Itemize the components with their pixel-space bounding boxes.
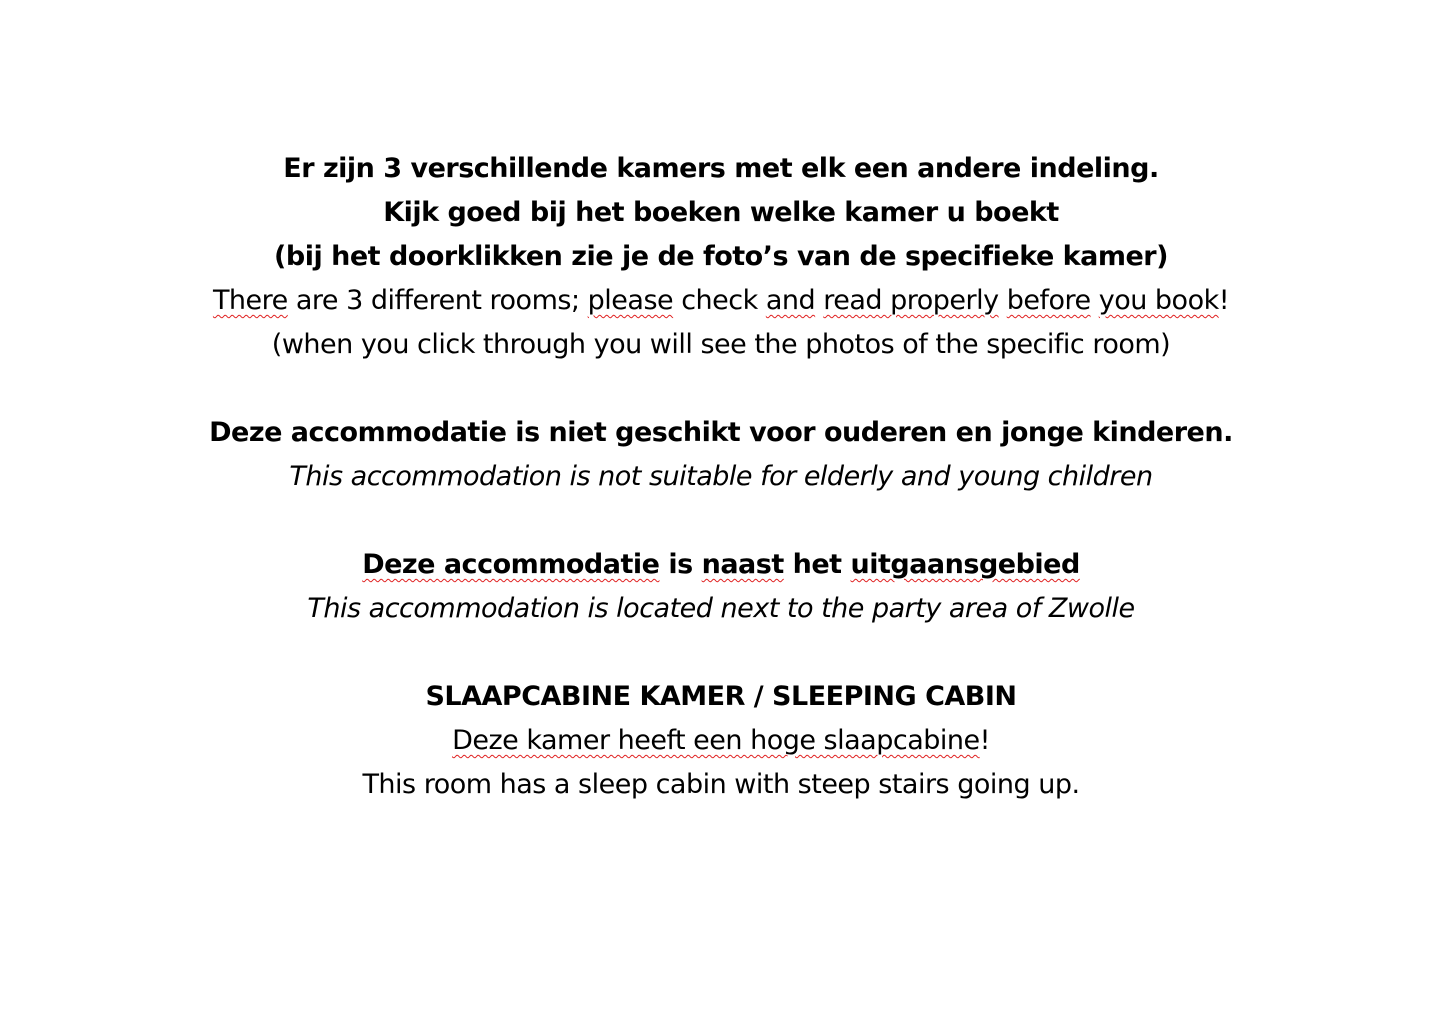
- section-spacer: [0, 631, 1442, 675]
- text-segment: het: [783, 549, 851, 580]
- spellcheck-word: Deze accommodatie: [362, 549, 660, 580]
- section-spacer: [0, 367, 1442, 411]
- section-spacer: [0, 499, 1442, 543]
- rooms-heading-line-3: (bij het doorklikken zie je de foto’s van de specifieke kamer): [274, 241, 1168, 272]
- cabin-heading: SLAAPCABINE KAMER / SLEEPING CABIN: [425, 681, 1017, 712]
- suitability-dutch: Deze accommodatie is niet geschikt voor ouderen en jonge kinderen.: [209, 417, 1233, 448]
- rooms-english-line: [0, 279, 1442, 323]
- text-segment: is: [659, 549, 702, 580]
- text-segment: [999, 285, 1007, 316]
- rooms-heading-line-2: Kijk goed bij het boeken welke kamer u boekt: [383, 197, 1059, 228]
- spellcheck-word: before: [1006, 285, 1091, 316]
- spellcheck-word: you book: [1098, 285, 1219, 316]
- suitability-english: This accommodation is not suitable for elderly and young children: [289, 461, 1153, 492]
- text-segment: !: [1218, 285, 1230, 316]
- spellcheck-word: naast: [701, 549, 784, 580]
- text-segment: are 3 different rooms;: [287, 285, 588, 316]
- cabin-english: This room has a sleep cabin with steep stairs going up.: [362, 769, 1080, 800]
- document-page: [0, 147, 1442, 807]
- spellcheck-word: uitgaansgebied: [850, 549, 1080, 580]
- spellcheck-word: please: [587, 285, 674, 316]
- location-english: This accommodation is located next to the party area of Zwolle: [307, 593, 1135, 624]
- rooms-heading-line-1: Er zijn 3 verschillende kamers met elk een andere indeling.: [283, 153, 1159, 184]
- spellcheck-word: read properly: [823, 285, 999, 316]
- rooms-english-note: (when you click through you will see the photos of the specific room): [271, 329, 1171, 360]
- text-segment: [1091, 285, 1099, 316]
- text-segment: check: [673, 285, 766, 316]
- location-dutch: [0, 543, 1442, 587]
- text-segment: !: [979, 725, 990, 756]
- spellcheck-word: There: [212, 285, 288, 316]
- spellcheck-word: Deze kamer heeft een hoge slaapcabine: [452, 725, 980, 756]
- cabin-dutch: [0, 719, 1442, 763]
- spellcheck-word: and: [765, 285, 816, 316]
